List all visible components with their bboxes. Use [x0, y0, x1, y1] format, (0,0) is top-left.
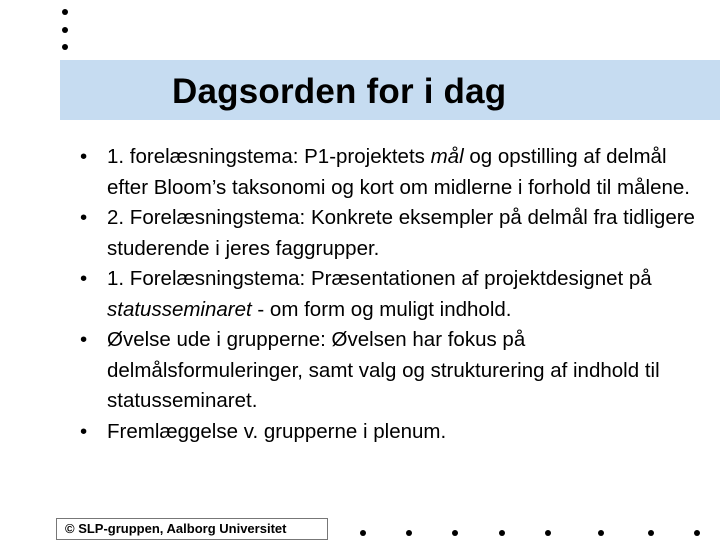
- decor-dot: [62, 44, 68, 50]
- slide-title: Dagsorden for i dag: [172, 72, 507, 111]
- bullet-item: [80, 325, 710, 417]
- bullet-icon: •: [80, 145, 88, 168]
- bullet-text: og opstilling af delmål efter Bloom’s taksonomi og kort om midlerne i forhold til målene.: [107, 145, 690, 199]
- decor-dot: [62, 9, 68, 15]
- bullet-text: - om form og muligt indhold.: [251, 297, 512, 321]
- decor-dot: [694, 530, 700, 536]
- decor-dot: [452, 530, 458, 536]
- decor-dot: [648, 530, 654, 536]
- bullet-icon: •: [80, 267, 88, 290]
- bullet-text: Fremlæggelse v. grupperne i plenum.: [107, 419, 447, 443]
- bullet-text: 2. Forelæsningstema: Konkrete eksempler på delmål fra tidligere studerende i jeres faggrupper.: [107, 206, 695, 260]
- bullet-item: [80, 203, 710, 264]
- bullet-icon: •: [80, 328, 88, 351]
- decor-dot: [499, 530, 505, 536]
- bullet-icon: •: [80, 206, 88, 229]
- decor-dot: [62, 27, 68, 33]
- decor-dot: [406, 530, 412, 536]
- footer-copyright: © SLP-gruppen, Aalborg Universitet: [56, 518, 328, 540]
- bullet-list: [80, 142, 710, 447]
- bullet-item: [80, 264, 710, 325]
- bullet-emphasis: statusseminaret: [107, 297, 252, 321]
- bullet-text: 1. Forelæsningstema: Præsentationen af projektdesignet på: [107, 267, 652, 290]
- bullet-emphasis: mål: [430, 145, 464, 168]
- bullet-item: [80, 417, 710, 448]
- bullet-text: Øvelse ude i grupperne: Øvelsen har fokus på delmålsformuleringer, samt valg og strukturering af indhold til statusseminaret.: [107, 328, 660, 412]
- decor-dot: [360, 530, 366, 536]
- decor-dot: [598, 530, 604, 536]
- bullet-icon: •: [80, 419, 88, 443]
- bullet-text: 1. forelæsningstema: P1-projektets: [107, 145, 431, 168]
- decor-dot: [545, 530, 551, 536]
- bullet-item: [80, 142, 710, 203]
